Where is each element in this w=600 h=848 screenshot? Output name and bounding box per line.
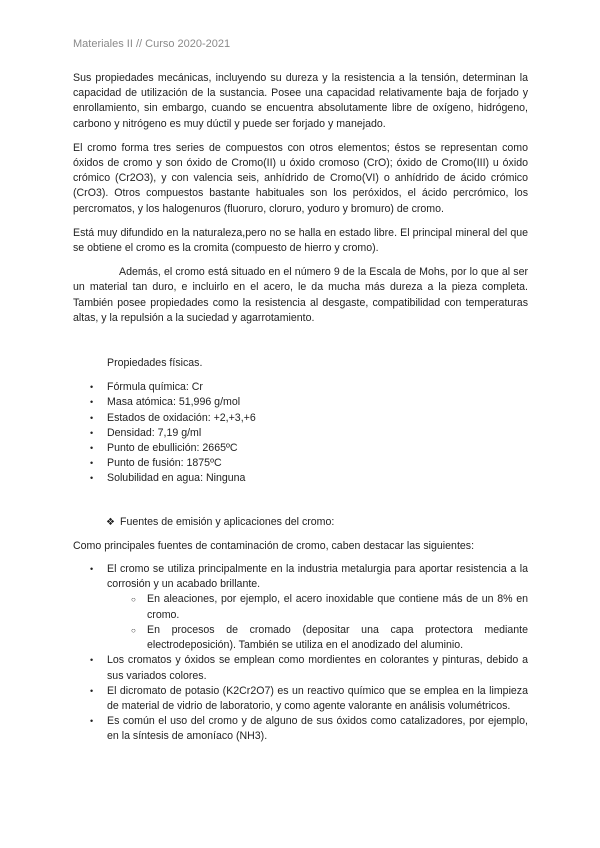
sources-intro: Como principales fuentes de contaminación de cromo, caben destacar las siguientes: (73, 539, 475, 552)
list-item: • El dicromato de potasio (K2Cr2O7) es un reactivo químico que se emplea en la limpieza de material de vidrio de laboratorio, y como agente valorante en análisis volumétricos. (90, 684, 528, 712)
circle-bullet-icon: ○ (131, 595, 136, 605)
bullet-icon: • (90, 458, 94, 469)
page-header: Materiales II // Curso 2020-2021 (73, 38, 231, 50)
list-item: • Solubilidad en agua: Ninguna (73, 471, 528, 486)
paragraph-nature: Está muy difundido en la naturaleza,pero no se halla en estado libre. El principal mineral del que se obtiene el cromo es la cromita (compuesto de hierro y cromo). (73, 226, 528, 255)
paragraph-compounds: El cromo forma tres series de compuestos con otros elementos; éstos se representan como óxidos de cromo y son óxido de Cromo(II) u óxido cromoso (CrO); óxido de Cromo(III) u óxido crómico (Cr2O3), y con valencia seis, anhídrido de Cromo(VI) o anhídrido de ácido crómico (CrO3). Otros compuestos bastante habituales son los peróxidos, el ácido percrómico, los percromatos, y los halogenuros (fluoruro, cloruro, yoduro y bromuro) de cromo. (73, 141, 528, 215)
bullet-icon: • (90, 716, 94, 727)
list-item: • Punto de fusión: 1875ºC (73, 456, 528, 471)
bullet-icon: • (90, 427, 94, 438)
bullet-icon: • (90, 564, 94, 575)
list-item: • Estados de oxidación: +2,+3,+6 (73, 411, 528, 426)
sub-list-item: ○ En aleaciones, por ejemplo, el acero inoxidable que contiene más de un 8% en cromo. (131, 593, 528, 621)
paragraph-mohs: Además, el cromo está situado en el número 9 de la Escala de Mohs, por lo que al ser un material tan duro, e incluirlo en el acero, le da mucha más dureza a la pieza completa. También posee propiedades como la resistencia al desgaste, compatibilidad con temperaturas altas, y la repulsión a la suciedad y agarrotamiento. (73, 266, 528, 324)
bullet-icon: • (90, 412, 94, 423)
list-item: • Masa atómica: 51,996 g/mol (73, 395, 528, 410)
sub-list-item: ○ En procesos de cromado (depositar una capa protectora mediante electrodeposición). También se utiliza en el anodizado del aluminio. (131, 623, 528, 652)
list-item: • El cromo se utiliza principalmente en la industria metalurgia para aportar resistencia a la corrosión y un acabado brillante. (90, 563, 528, 591)
list-item: • Es común el uso del cromo y de alguno de sus óxidos como catalizadores, por ejemplo, en la síntesis de amoníaco (NH3). (90, 715, 528, 743)
sources-heading: ❖ Fuentes de emisión y aplicaciones del cromo: (73, 515, 528, 530)
diamond-bullet-icon: ❖ (106, 516, 115, 528)
bullet-icon: • (90, 685, 94, 696)
document-body (73, 71, 528, 745)
bullet-icon: • (90, 397, 94, 408)
paragraph-mechanical-properties: Sus propiedades mecánicas, incluyendo su dureza y la resistencia a la tensión, determinan la capacidad de utilización de la sustancia. Posee una capacidad relativamente baja de forjado y enrollamiento, sin embargo, cuando se encuentra absolutamente libre de oxígeno, hidrógeno, carbono y nitrógeno es muy dúctil y puede ser forjado y manejado. (73, 72, 528, 130)
circle-bullet-icon: ○ (131, 625, 136, 635)
metallurgy-sublist (73, 592, 528, 653)
properties-list (73, 380, 528, 486)
list-item: • Punto de ebullición: 2665ºC (73, 441, 528, 456)
bullet-icon: • (90, 443, 94, 454)
properties-title: Propiedades físicas. (107, 357, 203, 370)
list-item: • Fórmula química: Cr (73, 380, 528, 395)
bullet-icon: • (90, 473, 94, 484)
list-item: • Los cromatos y óxidos se emplean como mordientes en colorantes y pinturas, debido a sus variados colores. (90, 654, 528, 682)
bullet-icon: • (90, 655, 94, 666)
list-item: • Densidad: 7,19 g/ml (73, 426, 528, 441)
bullet-icon: • (90, 382, 94, 393)
sources-list-continued (73, 653, 528, 744)
sources-list (73, 562, 528, 592)
